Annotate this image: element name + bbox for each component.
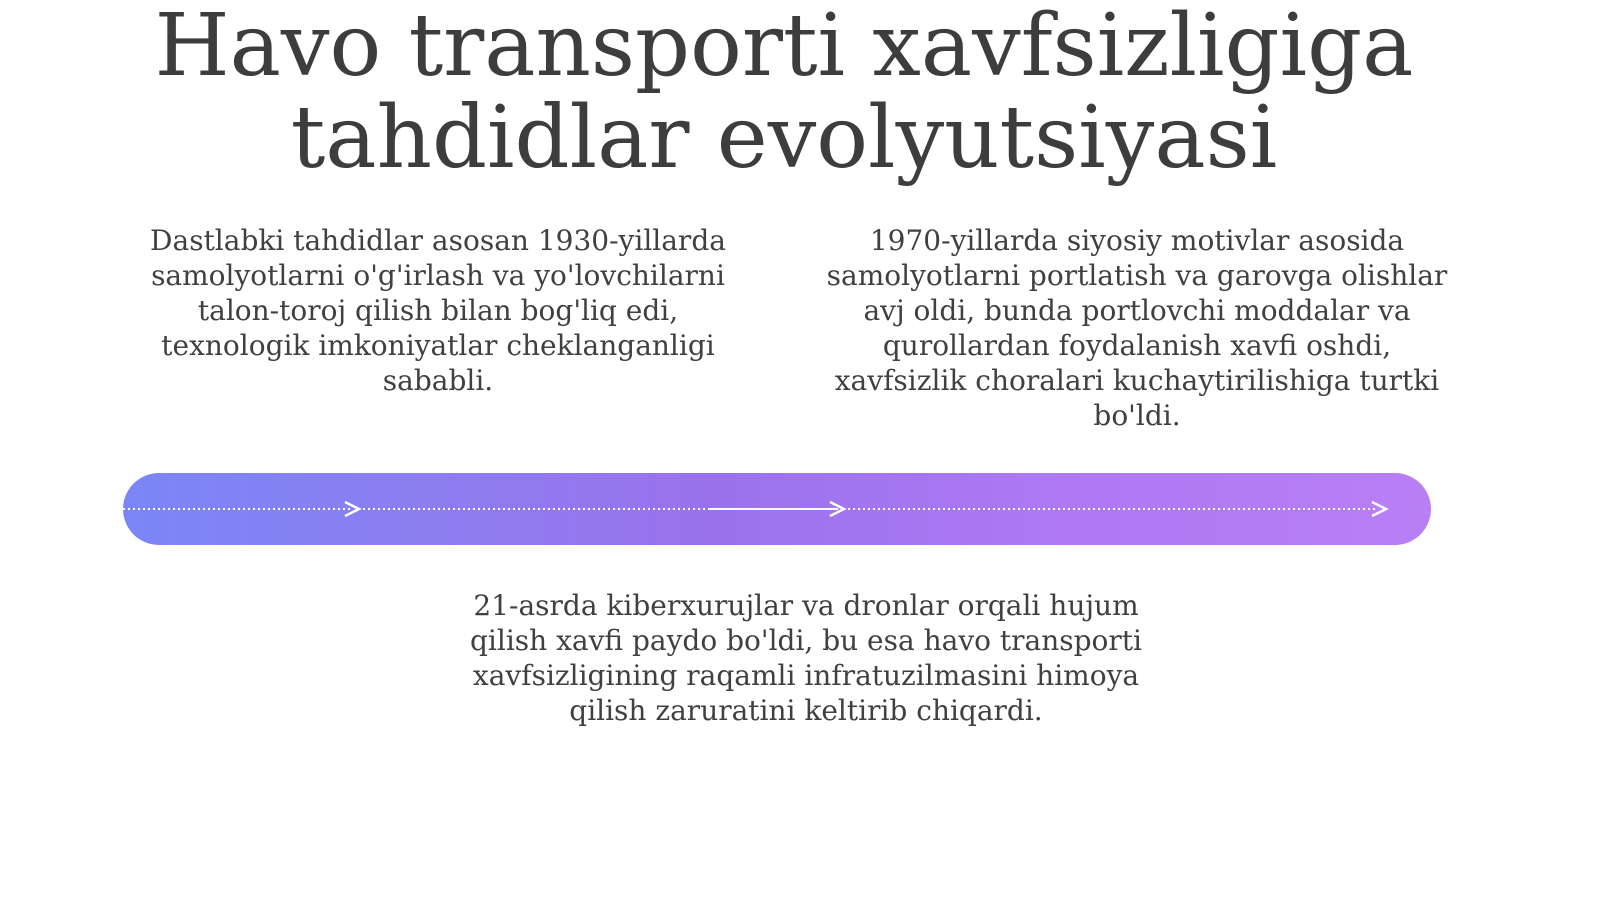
page-title: [0, 0, 1568, 188]
era-description-1970s: 1970-yillarda siyosiy motivlar asosida samolyotlarni portlatish va garovga olishlar avj oldi, bunda portlovchi moddalar va qurollardan foydalanish xavfi oshdi, xavfsizlik choralari kuchaytirilishiga turtki bo'ldi.: [826, 224, 1448, 432]
era-description-1930s: Dastlabki tahdidlar asosan 1930-yillarda samolyotlarni o'g'irlash va yo'lovchilarni talon-toroj qilish bilan bog'liq edi, texnologik imkoniyatlar cheklanganligi sababli.: [150, 224, 726, 397]
timeline-bar: [123, 473, 1431, 545]
timeline-arrows: [123, 473, 1431, 545]
arrow-right-icon: [345, 502, 359, 516]
era-description-21st-century: 21-asrda kiberxurujlar va dronlar orqali hujum qilish xavfi paydo bo'ldi, bu esa havo transporti xavfsizligining raqamli infratuzilmasini himoya qilish zaruratini keltirib chiqardi.: [470, 589, 1142, 727]
title-line-2: tahdidlar evolyutsiyasi: [290, 88, 1278, 188]
title-line-1: Havo transporti xavfsizligiga: [154, 0, 1414, 96]
